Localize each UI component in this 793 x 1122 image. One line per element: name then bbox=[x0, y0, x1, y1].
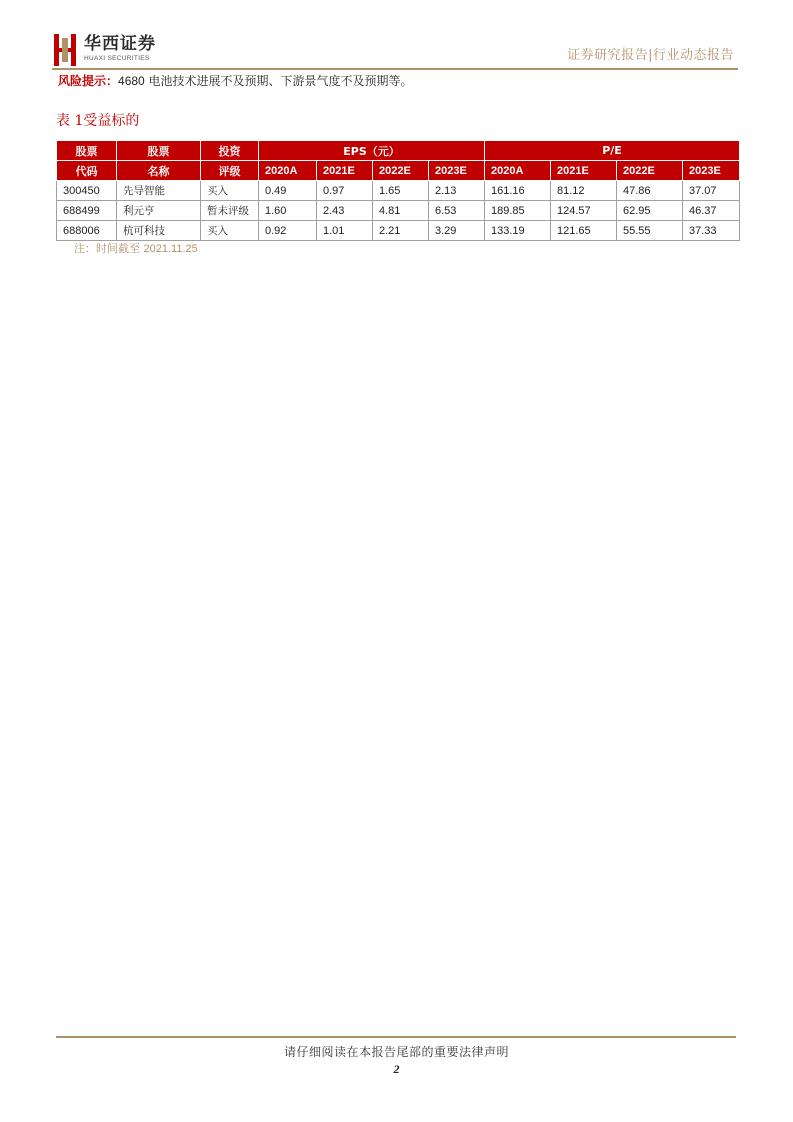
logo-english-name: HUAXI SECURITIES bbox=[84, 55, 150, 62]
table-row bbox=[57, 201, 740, 221]
page-header bbox=[52, 34, 738, 70]
footer-divider bbox=[56, 1036, 736, 1038]
risk-warning-number: 4680 bbox=[118, 74, 145, 88]
stock-name: 利元亨 bbox=[117, 201, 201, 221]
eps-2023e: 2.13 bbox=[429, 181, 485, 201]
table-row bbox=[57, 221, 740, 241]
pe-2022e: 62.95 bbox=[617, 201, 683, 221]
eps-2020a: 1.60 bbox=[259, 201, 317, 221]
stock-name: 先导智能 bbox=[117, 181, 201, 201]
stock-code: 688006 bbox=[57, 221, 117, 241]
stock-rating: 暂未评级 bbox=[201, 201, 259, 221]
header-rating-bottom: 评级 bbox=[201, 161, 259, 181]
pe-2023e: 37.33 bbox=[683, 221, 740, 241]
risk-warning-label: 风险提示： bbox=[58, 74, 119, 88]
pe-2020a: 189.85 bbox=[485, 201, 551, 221]
huaxi-logo-icon bbox=[52, 34, 78, 66]
risk-warning-text: 电池技术进展不及预期、下游景气度不及预期等。 bbox=[144, 74, 413, 88]
stock-rating: 买入 bbox=[201, 181, 259, 201]
eps-2022e: 2.21 bbox=[373, 221, 429, 241]
table-row bbox=[57, 181, 740, 201]
pe-2020a: 133.19 bbox=[485, 221, 551, 241]
table-header-row bbox=[57, 141, 740, 161]
header-pe-2022e: 2022E bbox=[617, 161, 683, 181]
eps-2021e: 1.01 bbox=[317, 221, 373, 241]
pe-2021e: 124.57 bbox=[551, 201, 617, 221]
risk-warning bbox=[58, 73, 413, 89]
pe-2022e: 47.86 bbox=[617, 181, 683, 201]
page-number: 2 bbox=[393, 1062, 400, 1076]
table-note bbox=[74, 240, 198, 256]
header-divider bbox=[52, 68, 738, 70]
table-subheader-row bbox=[57, 161, 740, 181]
pe-2023e: 46.37 bbox=[683, 201, 740, 221]
legal-disclaimer-notice: 请仔细阅读在本报告尾部的重要法律声明 bbox=[283, 1045, 509, 1059]
beneficiary-stocks-table bbox=[56, 140, 740, 241]
header-eps-2022e: 2022E bbox=[373, 161, 429, 181]
table-title: 表 1受益标的 bbox=[56, 113, 140, 129]
eps-2023e: 6.53 bbox=[429, 201, 485, 221]
header-rating-top: 投资 bbox=[201, 141, 259, 161]
header-eps-group: EPS（元） bbox=[259, 141, 485, 161]
pe-2023e: 37.07 bbox=[683, 181, 740, 201]
eps-2020a: 0.92 bbox=[259, 221, 317, 241]
header-pe-group: P/E bbox=[485, 141, 740, 161]
pe-2021e: 81.12 bbox=[551, 181, 617, 201]
header-eps-2021e: 2021E bbox=[317, 161, 373, 181]
stock-code: 688499 bbox=[57, 201, 117, 221]
stock-rating: 买入 bbox=[201, 221, 259, 241]
eps-2022e: 1.65 bbox=[373, 181, 429, 201]
pe-2020a: 161.16 bbox=[485, 181, 551, 201]
header-eps-2023e: 2023E bbox=[429, 161, 485, 181]
company-logo bbox=[52, 34, 156, 68]
eps-2021e: 2.43 bbox=[317, 201, 373, 221]
logo-chinese-name: 华西证券 bbox=[84, 34, 156, 54]
eps-2022e: 4.81 bbox=[373, 201, 429, 221]
pe-2021e: 121.65 bbox=[551, 221, 617, 241]
table-note-date: 2021.11.25 bbox=[143, 243, 198, 255]
header-stock-name-top: 股票 bbox=[117, 141, 201, 161]
pe-2022e: 55.55 bbox=[617, 221, 683, 241]
header-stock-name-bottom: 名称 bbox=[117, 161, 201, 181]
table-note-prefix: 注：时间截至 bbox=[74, 242, 144, 255]
eps-2021e: 0.97 bbox=[317, 181, 373, 201]
eps-2023e: 3.29 bbox=[429, 221, 485, 241]
header-pe-2020a: 2020A bbox=[485, 161, 551, 181]
header-stock-code-top: 股票 bbox=[57, 141, 117, 161]
header-pe-2021e: 2021E bbox=[551, 161, 617, 181]
header-stock-code-bottom: 代码 bbox=[57, 161, 117, 181]
stock-name: 杭可科技 bbox=[117, 221, 201, 241]
header-eps-2020a: 2020A bbox=[259, 161, 317, 181]
report-type-label: 证券研究报告|行业动态报告 bbox=[567, 48, 734, 63]
header-pe-2023e: 2023E bbox=[683, 161, 740, 181]
eps-2020a: 0.49 bbox=[259, 181, 317, 201]
stock-code: 300450 bbox=[57, 181, 117, 201]
